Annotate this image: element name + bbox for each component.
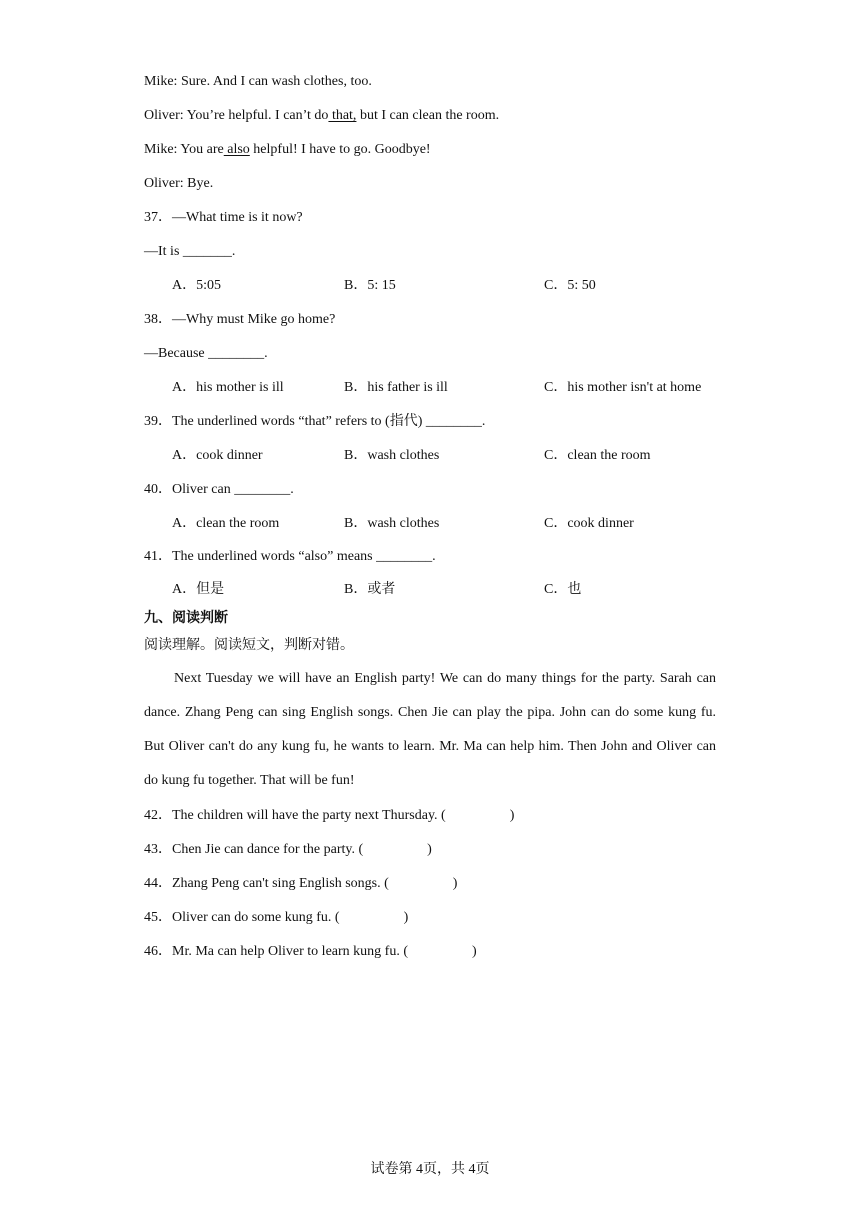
question-number: 45． — [144, 910, 172, 925]
close-paren: ) — [472, 944, 477, 959]
question-41-stem — [144, 547, 436, 567]
judge-item-42 — [144, 806, 514, 826]
question-text: The underlined words “that” refers to (指代) ________. — [172, 414, 486, 429]
page-footer: 试卷第 4页，共 4页 — [370, 1162, 490, 1177]
question-38-option-c[interactable]: C．his mother isn't at home — [544, 380, 702, 395]
close-paren: ) — [403, 910, 409, 925]
dialogue-line-3 — [144, 140, 431, 160]
question-37-stem — [144, 208, 303, 228]
reading-passage: Next Tuesday we will have an English party! We can do many things for the party. Sarah can dance. Zhang Peng can sing English songs. Chen Jie can play the pipa. John can do some kung fu. But Oliver can't do any kung fu, he wants to learn. Mr. Ma can help him. Then John and Oliver can do kung fu together. That will be fun! — [144, 671, 716, 788]
dialogue-line-1: Mike: Sure. And I can wash clothes, too. — [144, 74, 372, 89]
question-text: Chen Jie can dance for the party. ( — [172, 842, 364, 857]
question-text: Zhang Peng can't sing English songs. ( — [172, 876, 389, 891]
question-39-option-c[interactable]: C．clean the room — [544, 448, 651, 463]
question-40-option-c[interactable]: C．cook dinner — [544, 516, 634, 531]
close-paren: ) — [452, 876, 458, 891]
dialogue-line-2 — [144, 106, 499, 126]
dialogue-line-4: Oliver: Bye. — [144, 176, 214, 191]
judge-item-45 — [144, 908, 408, 928]
question-40-option-a[interactable]: A．clean the room — [172, 516, 280, 531]
question-text: The underlined words “also” means ________. — [172, 549, 436, 564]
question-41-option-c[interactable]: C．也 — [544, 582, 582, 597]
question-text: Oliver can do some kung fu. ( — [172, 910, 340, 925]
dialogue-line-2-pre: Oliver: You’re helpful. I can’t do — [144, 108, 329, 123]
close-paren: ) — [427, 842, 432, 857]
question-39-option-b[interactable]: B．wash clothes — [344, 448, 440, 463]
question-text: Oliver can ________. — [172, 482, 294, 497]
question-text: The children will have the party next Thursday. ( — [172, 808, 446, 823]
question-text: —Why must Mike go home? — [172, 312, 336, 327]
question-38-option-a[interactable]: A．his mother is ill — [172, 380, 284, 395]
question-38-stem — [144, 310, 335, 330]
question-39-option-a[interactable]: A．cook dinner — [172, 448, 263, 463]
question-number: 44． — [144, 876, 172, 891]
question-number: 38． — [144, 312, 172, 327]
underlined-word-also: also — [223, 142, 250, 157]
judge-item-46 — [144, 942, 477, 962]
question-number: 37． — [144, 210, 172, 225]
question-37-option-a[interactable]: A．5:05 — [172, 278, 221, 293]
section-9-instruction: 阅读理解。阅读短文，判断对错。 — [144, 638, 354, 653]
question-number: 41． — [144, 549, 172, 564]
dialogue-line-3-pre: Mike: You are — [144, 142, 224, 157]
question-40-option-b[interactable]: B．wash clothes — [344, 516, 440, 531]
judge-item-44 — [144, 874, 457, 894]
close-paren: ) — [509, 808, 515, 823]
question-number: 43． — [144, 842, 172, 857]
dialogue-line-3-post: helpful! I have to go. Goodbye! — [249, 142, 431, 157]
question-number: 39． — [144, 414, 172, 429]
question-41-option-a[interactable]: A．但是 — [172, 582, 225, 597]
question-38-option-b[interactable]: B．his father is ill — [344, 380, 448, 395]
question-number: 42． — [144, 808, 172, 823]
question-37-option-b[interactable]: B．5: 15 — [344, 278, 396, 293]
question-38-stem-2: —Because ________. — [144, 346, 268, 361]
question-37-option-c[interactable]: C．5: 50 — [544, 278, 596, 293]
underlined-word-that: that, — [328, 108, 357, 123]
judge-item-43 — [144, 840, 432, 860]
question-text: —What time is it now? — [172, 210, 303, 225]
question-number: 46． — [144, 944, 172, 959]
question-41-option-b[interactable]: B．或者 — [344, 582, 396, 597]
question-number: 40． — [144, 482, 172, 497]
section-9-title: 九、阅读判断 — [144, 610, 228, 626]
question-text: Mr. Ma can help Oliver to learn kung fu. ( — [172, 944, 408, 959]
question-39-stem — [144, 412, 485, 432]
dialogue-line-2-post: but I can clean the room. — [356, 108, 500, 123]
question-40-stem — [144, 480, 294, 500]
question-37-stem-2: —It is _______. — [144, 244, 236, 259]
